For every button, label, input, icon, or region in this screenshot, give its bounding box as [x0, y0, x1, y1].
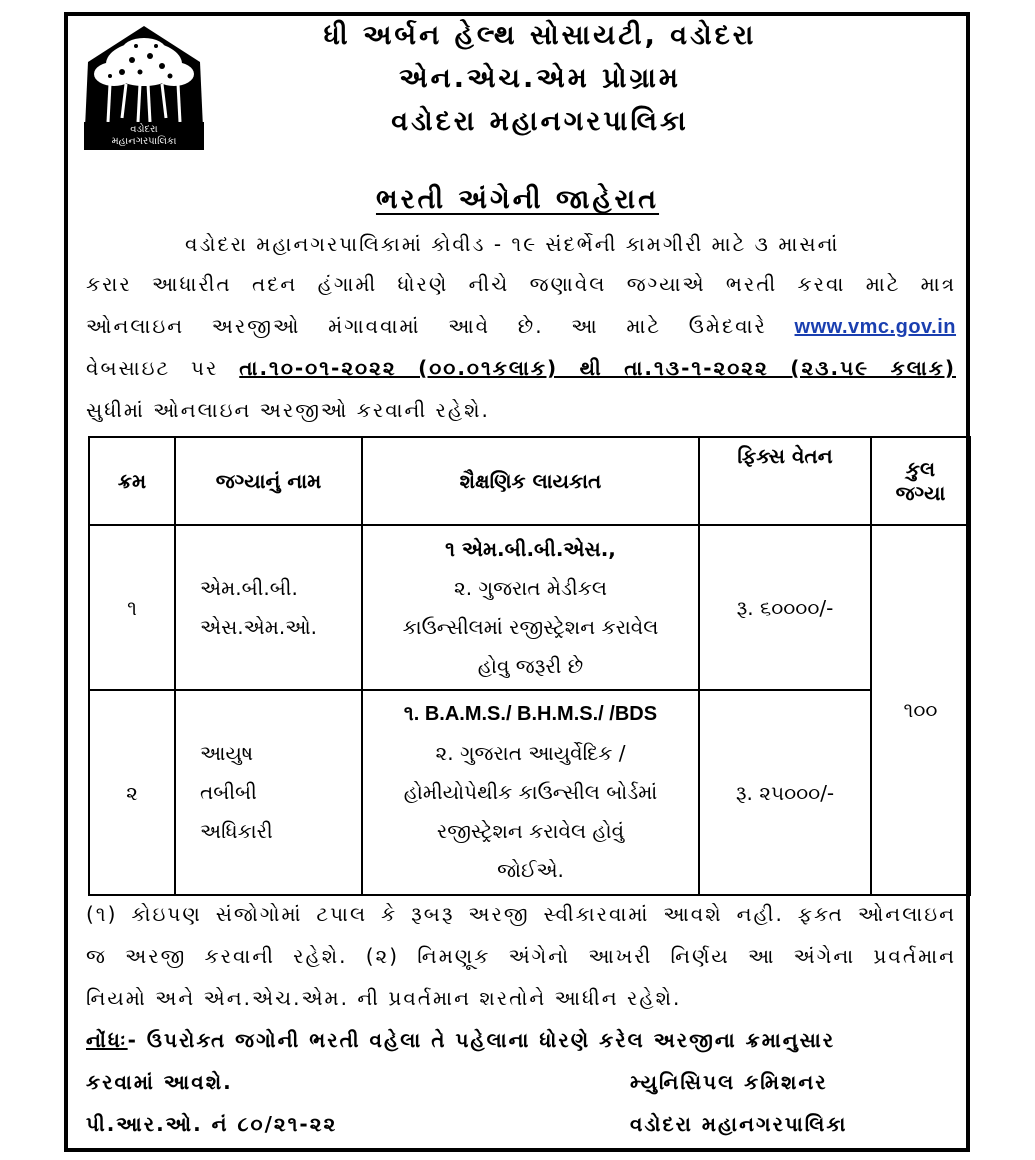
row1-post: એમ.બી.બી. એસ.એમ.ઓ. [175, 525, 362, 690]
logo-caption-line2: મહાનગરપાલિકા [111, 136, 177, 147]
body-line-5: સુધીમાં ઓનલાઇન અરજીઓ કરવાની રહેશે. [86, 398, 490, 422]
application-dates: તા.૧૦-૦૧-૨૦૨૨ (૦૦.૦૧કલાક) થી તા.૧૩-૧-૨૦૨૨ (૨૩.૫૯ કલાક) [239, 356, 956, 380]
note-line-4: નોંધઃ- ઉપરોક્ત જગોની ભરતી વહેલા તે પહેલાના ધોરણે કરેલ અરજીના ક્રમાનુસાર [86, 1028, 836, 1052]
row2-qualification: ૧. B.A.M.S./ B.H.M.S./ /BDS ૨. ગુજરાત આયુર્વેદિક / હોમીયોપેથીક કાઉન્સીલ બોર્ડમાં રજીસ્ટ્રેશન કરાવેલ હોવું જોઈએ. [362, 690, 699, 895]
total-posts: ૧૦૦ [871, 525, 970, 895]
website-link[interactable]: www.vmc.gov.in [794, 316, 957, 338]
table-header-row [89, 437, 970, 525]
org-name: ધી અર્બન હેલ્થ સોસાયટી, વડોદરા [323, 20, 757, 51]
vmc-logo [74, 22, 214, 150]
row2-salary: રૂ. ૨૫૦૦૦/- [699, 690, 871, 895]
header-post: જગ્યાનું નામ [175, 437, 362, 525]
program-name: એન.એચ.એમ પ્રોગ્રામ [399, 63, 681, 94]
signatory-title: મ્યુનિસિપલ કમિશનર [630, 1070, 828, 1094]
signatory-organisation: વડોદરા મહાનગરપાલિકા [630, 1112, 848, 1136]
body-line-3: ઓનલાઇન અરજીઓ મંગાવવામાં આવે છે. આ માટે ઉમેદવારે www.vmc.gov.in [86, 314, 957, 338]
note-line-3: નિયમો અને એન.એચ.એમ. ની પ્રવર્તમાન શરતોને આધીન રહેશે. [86, 986, 682, 1010]
vacancy-table [88, 436, 971, 896]
header-qualification: શૈક્ષણિક લાયકાત [362, 437, 699, 525]
row1-salary: રૂ. ૬૦૦૦૦/- [699, 525, 871, 690]
body-line-4: વેબસાઇટ પર તા.૧૦-૦૧-૨૦૨૨ (૦૦.૦૧કલાક) થી તા.૧૩-૧-૨૦૨૨ (૨૩.૫૯ કલાક) [86, 356, 956, 380]
notice-title: ભરતી અંગેની જાહેરાત [375, 184, 660, 215]
note-line-1: (૧) કોઇપણ સંજોગોમાં ટપાલ કે રૂબરૂ અરજી સ્વીકારવામાં આવશે નહી. ફક્ત ઓનલાઇન [86, 902, 956, 926]
body-line-2: કરાર આધારીત તદન હંગામી ધોરણે નીચે જણાવેલ જગ્યાએ ભરતી કરવા માટે માત્ર [86, 272, 956, 296]
corporation-name: વડોદરા મહાનગરપાલિકા [391, 106, 689, 137]
table-row [89, 525, 970, 690]
row1-sr: ૧ [89, 525, 175, 690]
header-total: કુલ જગ્યા [871, 437, 970, 525]
row2-sr: ૨ [89, 690, 175, 895]
body-line-1: વડોદરા મહાનગરપાલિકામાં કોવીડ - ૧૯ સંદર્ભેની કામગીરી માટે ૩ માસનાં [185, 232, 840, 256]
pro-number: પી.આર.ઓ. નં ૮૦/૨૧-૨૨ [86, 1112, 338, 1136]
logo-caption-line1: વડોદરા [130, 124, 158, 135]
note-label: નોંધઃ [86, 1028, 128, 1052]
header-sr: ક્રમ [89, 437, 175, 525]
note-line-5: કરવામાં આવશે. [86, 1070, 233, 1094]
table-row [89, 690, 970, 895]
row2-post: આયુષ તબીબી અધિકારી [175, 690, 362, 895]
row1-qualification: ૧ એમ.બી.બી.એસ., ૨. ગુજરાત મેડીકલ કાઉન્સીલમાં રજીસ્ટ્રેશન કરાવેલ હોવુ જરૂરી છે [362, 525, 699, 690]
header-salary: ફિક્સ વેતન [699, 437, 871, 525]
note-line-2: જ અરજી કરવાની રહેશે. (૨) નિમણૂક અંગેનો આખરી નિર્ણય આ અંગેના પ્રવર્તમાન [86, 944, 956, 968]
